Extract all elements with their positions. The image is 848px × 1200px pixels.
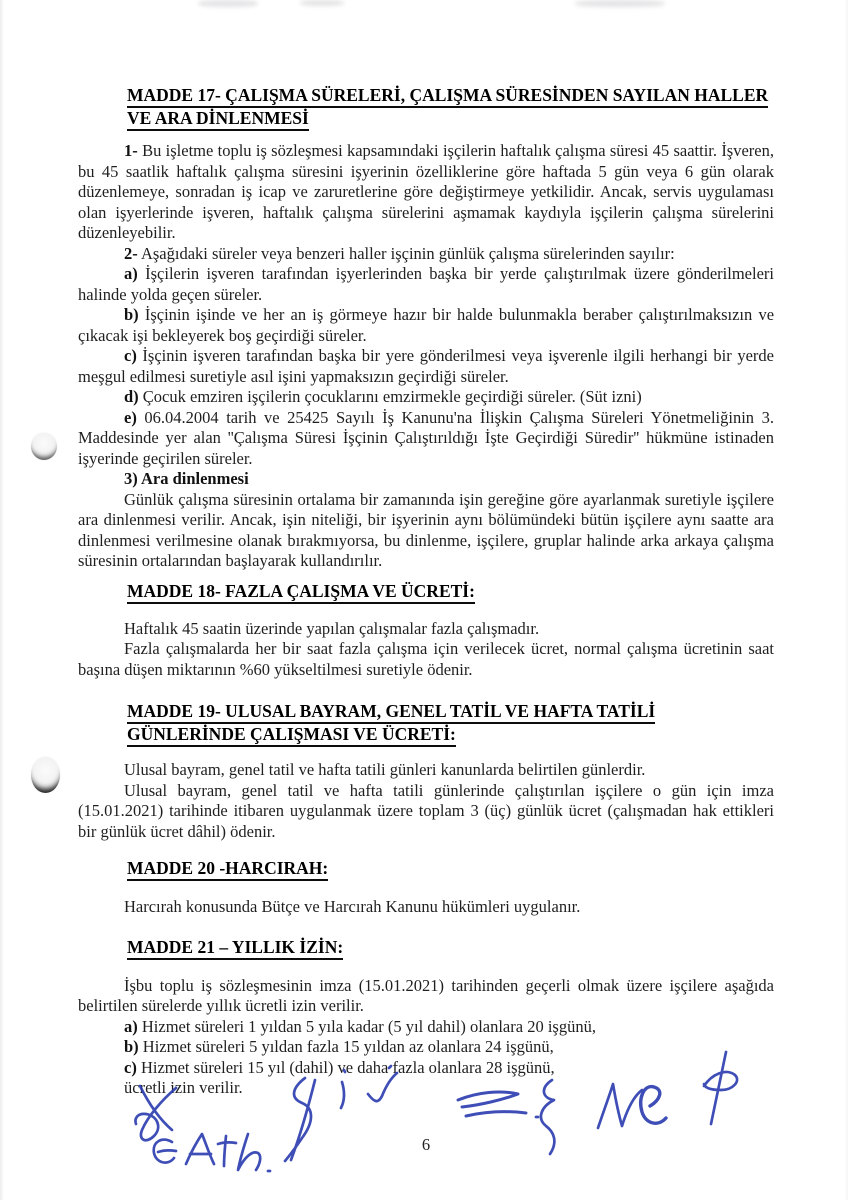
paragraph-lead: 3) Ara dinlenmesi bbox=[124, 469, 249, 488]
heading-madde-20 bbox=[127, 857, 774, 880]
heading-line: MADDE 20 -HARCIRAH: bbox=[127, 858, 328, 881]
paragraph-lead: a) bbox=[124, 264, 138, 283]
paragraph-text: Ulusal bayram, genel tatil ve hafta tatili günleri kanunlarda belirtilen günlerdir. bbox=[124, 760, 646, 779]
paragraph-text: İşçinin işinde ve her an iş görmeye hazır bir halde bulunmakla beraber çalıştırılmaksızın ve çıkacak işi bekleyerek boş geçirdiği süreler. bbox=[78, 305, 775, 345]
heading-line: MADDE 17- ÇALIŞMA SÜRELERİ, ÇALIŞMA SÜRESİNDEN SAYILAN HALLER bbox=[127, 85, 768, 108]
heading-madde-19 bbox=[127, 700, 774, 746]
paragraph-text: Bu işletme toplu iş sözleşmesi kapsamındaki işçilerin haftalık çalışma süresi 45 saattir. İşveren, bu 45 saatlik haftalık çalışma süresini işyerinin özelliklerine göre haftada 5 gün veya 6 gün olarak düzenlemeye, sonradan iş icap ve zaruretlerine göre değiştirmeye yetkilidir. Ancak, servis uygulaması olan işyerlerinde işveren, haftalık çalışma sürelerini aşmamak kaydıyla işçilerin çalışma sürelerini düzenleyebilir. bbox=[78, 141, 774, 242]
heading-madde-18 bbox=[127, 580, 774, 603]
paragraph-text: Çocuk emziren işçilerin çocuklarını emzirmekle geçirdiği süreler. (Süt izni) bbox=[142, 387, 642, 406]
paragraph-text: Haftalık 45 saatin üzerinde yapılan çalışmalar fazla çalışmadır. bbox=[124, 618, 540, 638]
paragraph-lead: a) bbox=[124, 1016, 138, 1036]
paragraph-text: ücretli izin verilir. bbox=[124, 1078, 243, 1097]
paragraph-text: İşçinin işveren tarafından başka bir yere gönderilmesi veya işverenle ilgili herhangi bir yerde meşgul edilmesi suretiyle asıl işini yapmaksızın geçirdiği süreler. bbox=[78, 346, 774, 386]
heading-line: VE ARA DİNLENMESİ bbox=[127, 108, 309, 131]
paragraph-text: Hizmet süreleri 15 yıl (dahil) ve daha fazla olanlara 28 işgünü, bbox=[140, 1057, 555, 1077]
paragraph-text: 06.04.2004 tarih ve 25425 Sayılı İş Kanunu'na İlişkin Çalışma Süreleri Yönetmeliğinin 3. Maddesinde yer alan ''Çalışma Süresi İşçinin Çalıştırıldığı İşte Geçirdiği Süredir'' hükmüne istinaden işyerinde geçirilen süreler. bbox=[78, 407, 775, 468]
paragraph bbox=[78, 1037, 774, 1058]
paragraph bbox=[78, 1078, 774, 1099]
paragraph-text: Hizmet süreleri 5 yıldan fazla 15 yıldan az olanlara 24 işgünü, bbox=[142, 1037, 554, 1056]
paragraph-lead: c) bbox=[124, 346, 137, 365]
document-content bbox=[78, 0, 774, 1155]
hole-punch-icon bbox=[31, 433, 57, 460]
paragraph bbox=[78, 760, 774, 781]
heading-line: MADDE 19- ULUSAL BAYRAM, GENEL TATİL VE HAFTA TATİLİ bbox=[127, 701, 655, 724]
paragraph bbox=[78, 897, 774, 918]
paragraph-lead: e) bbox=[124, 407, 137, 427]
paragraph-lead: b) bbox=[124, 1037, 139, 1056]
paragraph bbox=[78, 305, 774, 346]
paragraph bbox=[78, 387, 774, 408]
paragraph bbox=[78, 490, 774, 572]
paragraph-text: Ulusal bayram, genel tatil ve hafta tatili günlerinde çalıştırılan işçilere o gün için imza (15.01.2021) tarihinde itibaren uygulanmak üzere toplam 3 (üç) günlük ücret (çalışmadan hak ettikleri bir günlük ücret dâhil) ödenir. bbox=[78, 780, 774, 841]
paragraph bbox=[78, 264, 774, 305]
paragraph-lead: b) bbox=[124, 305, 139, 324]
paragraph-lead: c) bbox=[124, 1057, 137, 1077]
paragraph bbox=[78, 408, 774, 470]
paragraph-text: İşçilerin işveren tarafından işyerlerinden başka bir yerde çalıştırılmak üzere gönderilmeleri halinde yolda geçen süreler. bbox=[78, 264, 774, 304]
paragraph-text: Harcırah konusunda Bütçe ve Harcırah Kanunu hükümleri uygulanır. bbox=[124, 897, 581, 916]
paragraph-text: İşbu toplu iş sözleşmesinin imza (15.01.2021) tarihinden geçerli olmak üzere işçilere aşağıda belirtilen sürelerde yıllık ücretli izin verilir. bbox=[78, 975, 774, 1015]
paragraph-lead: 2- bbox=[124, 243, 138, 263]
paragraph bbox=[78, 619, 774, 640]
paragraph-text: Hizmet süreleri 1 yıldan 5 yıla kadar (5 yıl dahil) olanlara 20 işgünü, bbox=[141, 1016, 596, 1036]
paragraph-text: Günlük çalışma süresinin ortalama bir zamanında işin gereğine göre ayarlanmak suretiyle işçilere ara dinlenmesi verilir. Ancak, işin niteliği, bir işyerinin aynı bölümündeki bütün işçilere aynı saatte ara dinlenmesi verilmesine olanak bırakmıyorsa, bu dinlenme, işçilere, gruplar halinde arka arkaya çalışma süresinin ortalarından başlayarak kullandırılır. bbox=[78, 489, 774, 570]
paragraph bbox=[78, 1017, 774, 1038]
heading-line: MADDE 21 – YILLIK İZİN: bbox=[127, 937, 343, 960]
paragraph bbox=[78, 346, 774, 387]
paragraph bbox=[78, 469, 774, 490]
paragraph-lead: d) bbox=[124, 387, 139, 406]
heading-madde-21 bbox=[127, 936, 774, 959]
paragraph bbox=[78, 244, 774, 265]
heading-line: GÜNLERİNDE ÇALIŞMASI VE ÜCRETİ: bbox=[127, 724, 456, 747]
paragraph bbox=[78, 976, 774, 1017]
heading-madde-17 bbox=[127, 84, 774, 130]
paragraph-lead: 1- bbox=[124, 141, 138, 160]
paragraph bbox=[78, 639, 774, 680]
page-number: 6 bbox=[421, 1134, 431, 1154]
paragraph bbox=[78, 141, 774, 244]
heading-line: MADDE 18- FAZLA ÇALIŞMA VE ÜCRETİ: bbox=[127, 581, 475, 604]
paragraph-text: Aşağıdaki süreler veya benzeri haller işçinin günlük çalışma sürelerinden sayılır: bbox=[140, 243, 675, 263]
paragraph bbox=[78, 1058, 774, 1079]
paragraph bbox=[78, 781, 774, 843]
paragraph-text: Fazla çalışmalarda her bir saat fazla çalışma için verilecek ücret, normal çalışma ücretinin saat başına düşen miktarının %60 yükseltilmesi suretiyle ödenir. bbox=[78, 639, 774, 679]
hole-punch-icon bbox=[31, 757, 60, 793]
